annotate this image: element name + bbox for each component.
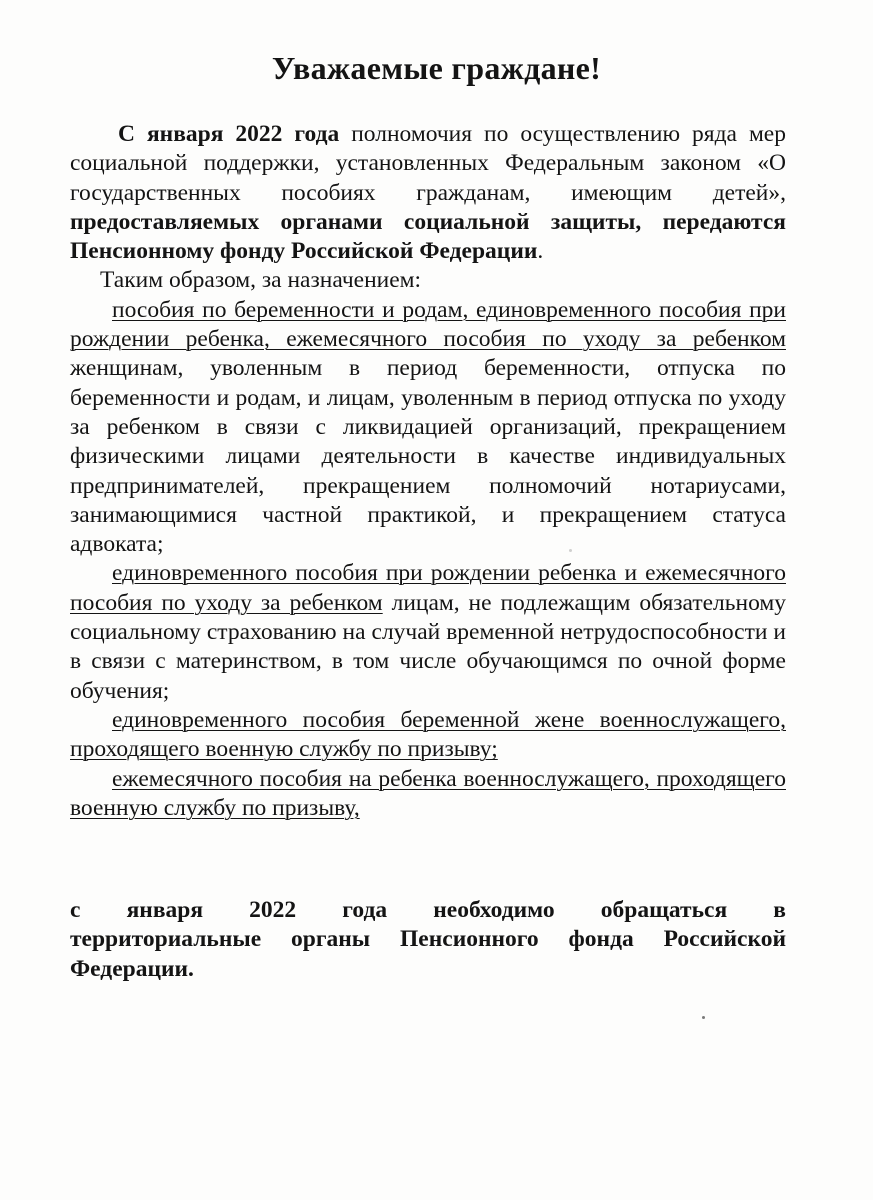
closing-line-2: территориальные органы Пенсионного фонда Российской [70,926,786,953]
scan-speck [569,549,572,552]
page-title: Уважаемые граждане! [271,50,602,86]
intro-bold-date: С января 2022 года [118,121,340,147]
intro-bold-transfer: предоставляемых органами социальной защиты, передаются Пенсионному фонду Российской Федерации [70,208,786,265]
paragraph-thus: Таким образом, за назначением: [100,267,422,294]
list-item-2-underlined: единовременного пособия при рождении ребенка и ежемесячного пособия по уходу за ребенком [70,560,786,616]
list-item-1-text: женщинам, уволенным в период беременности, отпуска по беременности и родам, и лицам, уволенным в период отпуска по уходу за ребенком в связи с ликвидацией организаций, прекращением физическими лицами деятельности в качестве индивидуальных предпринимателей, прекращением полномочий нотариусами, занимающимися частной практикой, и прекращением статуса адвоката; [70,355,786,558]
intro-period: . [537,238,544,265]
list-item-3-underlined: единовременного пособия беременной жене военнослужащего, проходящего военную службу по призыву; [70,706,786,763]
paragraph-intro [70,120,786,266]
list-item-4-underlined: ежемесячного пособия на ребенка военнослужащего, проходящего военную службу по призыву, [70,765,786,821]
list-item-4 [70,765,786,824]
list-item-1-underlined: пособия по беременности и родам, единовременного пособия при рождении ребенка, ежемесячного пособия по уходу за ребенком [70,296,786,353]
closing-statement [70,896,786,984]
closing-line-3: Федерации. [70,955,194,982]
intro-text: полномочия по осуществлению ряда мер социальной поддержки, установленных Федеральным законом «О государственных пособиях гражданам, имеющим детей», [70,121,786,206]
scan-speck [702,1016,705,1019]
closing-line-1: с января 2022 года необходимо обращаться в [70,897,786,923]
list-item-3 [70,706,786,765]
document-body [70,120,786,823]
list-item-1 [70,296,786,560]
list-item-2 [70,559,786,705]
list-item-2-text: лицам, не подлежащим обязательному социальному страхованию на случай временной нетрудоспособности и в связи с материнством, в том числе обучающимся по очной форме обучения; [70,589,786,704]
